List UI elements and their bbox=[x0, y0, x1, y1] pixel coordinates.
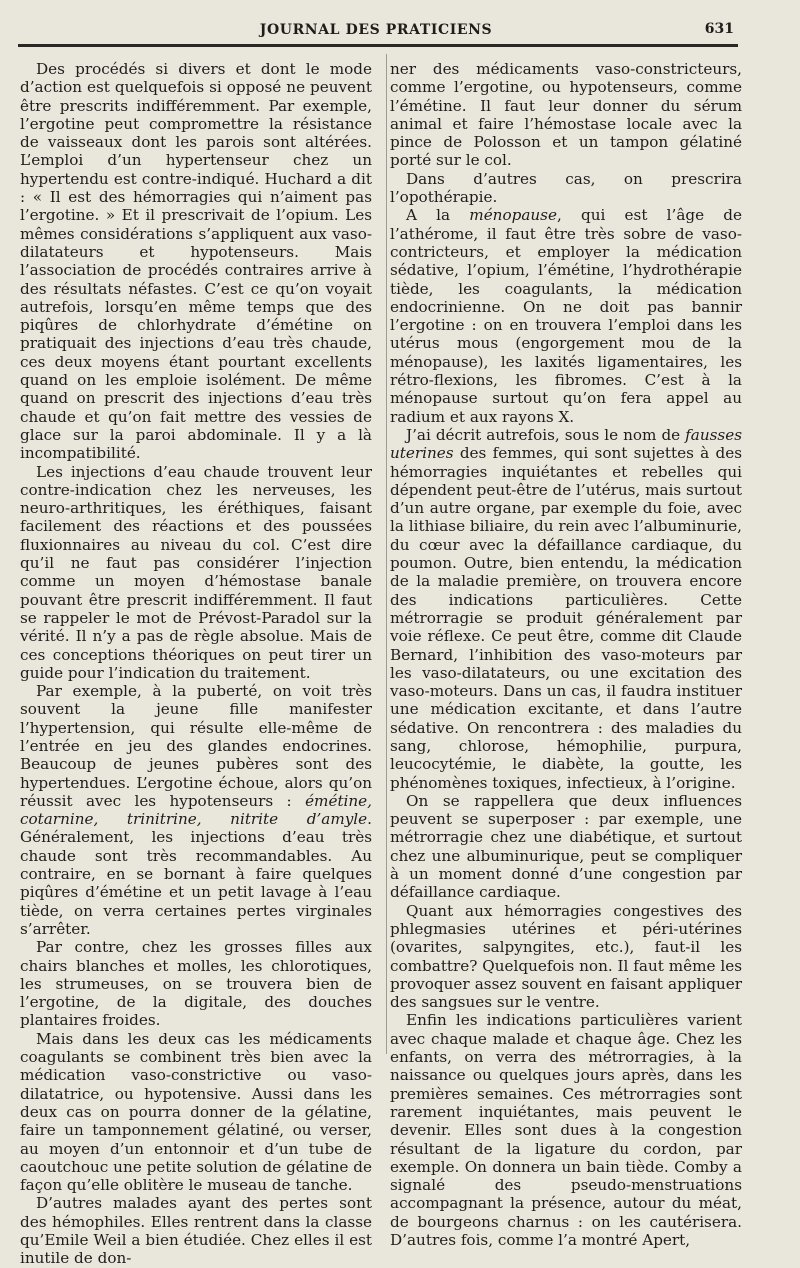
term-menopause: ménopause bbox=[469, 206, 557, 225]
paragraph: Quant aux hémorragies congestives des phlegmasies utérines et péri-utérines (ovarites, salpyngites, etc.), faut-il les combattre? Quelquefois non. Il faut même les provoquer assez souvent en faisant appliquer des sangsues sur le ventre. bbox=[390, 901, 742, 1012]
paragraph: Par contre, chez les grosses filles aux chairs blanches et molles, les chlorotiques, les strumeuses, on se trouvera bien de l’ergotine, de la digitale, des douches plantaires froides. bbox=[20, 938, 372, 1030]
paragraph: Des procédés si divers et dont le mode d’action est quelquefois si opposé ne peuvent être prescrits indifféremment. Par exemple, l’ergotine peut compromettre la résistance de vaisseaux dont les parois sont altérées. L’emploi d’un hypertenseur chez un hypertendu est contre-indiqué. Huchard a dit : « Il est des hémorragies qui n’aiment pas l’ergotine. » Et il prescrivait de l’opium. Les mêmes considérations s’appliquent aux vaso-dilatateurs et hypotenseurs. Mais l’association de procédés contraires arrive à des résultats néfastes. C’est ce qu’on voyait autrefois, lorsqu’en même temps que des piqûres de chlorhydrate d’émétine on pratiquait des injections d’eau très chaude, ces deux moyens étant pourtant excellents quand on les emploie isolément. De même quand on prescrit des injections d’eau très chaude et qu’on fait mettre des vessies de glace sur la paroi abdominale. Il y a là incompatibilité. bbox=[20, 60, 372, 463]
paragraph: Dans d’autres cas, on prescrira l’opothérapie. bbox=[390, 169, 742, 207]
paragraph: D’autres malades ayant des pertes sont des hémophiles. Elles rentrent dans la classe qu’Emile Weil a bien étudiée. Chez elles il est inutile de don- bbox=[20, 1194, 372, 1268]
running-header bbox=[18, 20, 734, 42]
term-fausses-uterines: fausses uterines bbox=[390, 425, 742, 463]
column-divider bbox=[386, 54, 387, 1054]
paragraph bbox=[390, 426, 742, 792]
paragraph-text: , qui est l’âge de l’athérome, il faut être très sobre de vaso-contricteurs, et employer la médication sédative, l’opium, l’émétine, l’hydrothérapie tiède, les coagulants, la médication endocrinienne. On ne doit pas bannir l’ergotine : on en trouvera l’emploi dans les utérus mous (engorgement mou de la ménopause), les laxités ligamentaires, les rétro-flexions, les fibromes. C’est à la ménopause surtout qu’on fera appel au radium et aux rayons X. bbox=[390, 206, 742, 426]
paragraph-text: J’ai décrit autrefois, sous le nom de bbox=[406, 425, 686, 444]
paragraph: ner des médicaments vaso-constricteurs, comme l’ergotine, ou hypotenseurs, comme l’émétine. Il faut leur donner du sérum animal et faire l’hémostase locale avec la pince de Polosson et un tampon gélatiné porté sur le col. bbox=[390, 60, 742, 170]
paragraph-text: des femmes, qui sont sujettes à des hémorragies inquiétantes et rebelles qui dépendent peut-être de l’utérus, mais surtout d’un autre organe, par exemple du foie, avec la lithiase biliaire, du rein avec l’albuminurie, du cœur avec la défaillance cardiaque, du poumon. Outre, bien entendu, la médication de la maladie première, on trouvera encore des indications particulières. Cette métrorragie se produit généralement par voie réflexe. Ce peut être, comme dit Claude Bernard, l’inhibition des vaso-moteurs par les vaso-dilatateurs, ou une excitation des vaso-moteurs. Dans un cas, il faudra instituer une médication excitante, et dans l’autre sédative. On rencontrera : des maladies du sang, chlorose, hémophilie, purpura, leucocytémie, le diabète, la goutte, les phénomènes toxiques, infectieux, à l’origine. bbox=[390, 444, 743, 792]
paragraph bbox=[390, 206, 742, 426]
journal-title: JOURNAL DES PRATICIENS bbox=[259, 22, 493, 38]
paragraph: Les injections d’eau chaude trouvent leur contre-indication chez les nerveuses, les neuro-arthritiques, les éréthiques, faisant facilement des réactions et des poussées fluxionnaires au niveau du col. C’est dire qu’il ne faut pas considérer l’injection comme un moyen d’hémostase banale pouvant être prescrit indifféremment. Il faut se rappeler le mot de Prévost-Paradol sur la vérité. Il n’y a pas de règle absolue. Mais de ces conceptions théoriques on peut tirer un guide pour l’indication du traitement. bbox=[20, 462, 372, 682]
paragraph: On se rappellera que deux influences peuvent se superposer : par exemple, une métrorragie chez une diabétique, et surtout chez une albuminurique, peut se compliquer à un moment donné d’une congestion par défaillance cardiaque. bbox=[390, 791, 742, 902]
right-column bbox=[390, 60, 742, 1249]
paragraph-text: A la bbox=[406, 206, 470, 225]
hypotensors-list: émétine, cotarnine, trinitrine, nitrite d’amyle bbox=[20, 791, 372, 829]
header-rule bbox=[18, 44, 738, 47]
page-number: 631 bbox=[704, 21, 734, 37]
paragraph-text: Par exemple, à la puberté, on voit très souvent la jeune fille manifester l’hypertension, qui résulte elle-même de l’entrée en jeu des glandes endocrines. Beaucoup de jeunes pubères sont des hypertendues. L’ergotine échoue, alors qu’on réussit avec les hypotenseurs : bbox=[20, 682, 372, 810]
paragraph bbox=[20, 682, 372, 938]
paragraph: Mais dans les deux cas les médicaments coagulants se combinent très bien avec la médication vaso-constrictive ou vaso-dilatatrice, ou hypotensive. Aussi dans les deux cas on pourra donner de la gélatine, faire un tamponnement gélatiné, ou verser, au moyen d’un entonnoir et d’un tube de caoutchouc une petite solution de gélatine de façon qu’elle oblitère le museau de tanche. bbox=[20, 1029, 372, 1195]
left-column bbox=[20, 60, 372, 1268]
paragraph-text: . Généralement, les injections d’eau très chaude sont très recommandables. Au contraire, en se bornant à faire quelques piqûres d’émétine et un petit lavage à l’eau tiède, on verra certaines pertes virginales s’arrêter. bbox=[20, 810, 372, 938]
paragraph: Enfin les indications particulières varient avec chaque malade et chaque âge. Chez les enfants, on verra des métrorragies, à la naissance ou quelques jours après, dans les premières semaines. Ces métrorragies sont rarement inquiétantes, mais peuvent le devenir. Elles sont dues à la congestion résultant de la ligature du cordon, par exemple. On donnera un bain tiède. Comby a signalé des pseudo-menstruations accompagnant la présence, autour du méat, de bourgeons charnus : on les cautérisera. D’autres fois, comme l’a montré Apert, bbox=[390, 1011, 742, 1249]
